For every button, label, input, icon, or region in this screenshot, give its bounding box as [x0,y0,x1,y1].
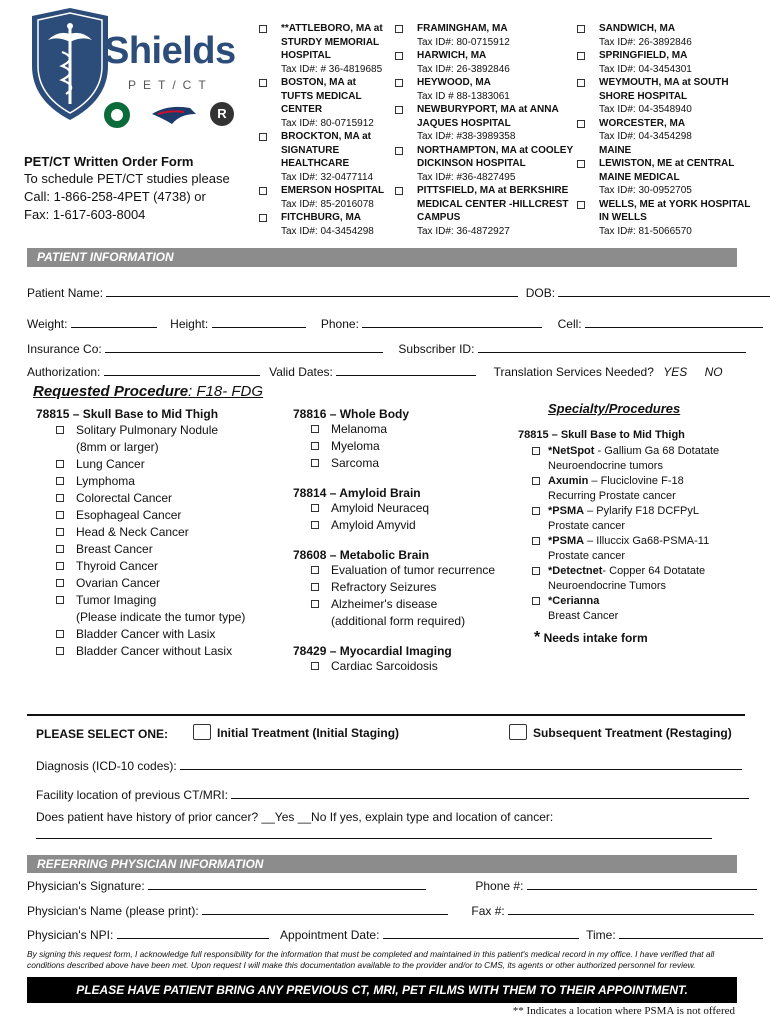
weight-field[interactable] [71,316,157,328]
checkbox[interactable] [395,106,403,114]
procedure-option[interactable] [56,558,276,575]
option-note: (additional form required) [331,614,466,628]
location-name: SPRINGFIELD, MA [599,50,688,61]
location-name: FITCHBURG, MA [281,212,361,223]
option-label: Lung Cancer [76,457,145,471]
location-tax: Tax ID#: 26-3892846 [417,63,510,75]
procedure-option-note [56,439,276,456]
patriots-logo-icon [150,104,198,129]
option-label: Bladder Cancer with Lasix [76,627,216,641]
checkbox[interactable] [395,187,403,195]
option-label: Thyroid Cancer [76,559,159,573]
specialty-title: Specialty/Procedures [548,401,681,416]
intake-text: Needs intake form [543,631,648,645]
procedure-option[interactable] [311,455,513,472]
subscriber-field[interactable] [478,341,746,353]
initial-treatment-label: Initial Treatment (Initial Staging) [217,726,400,740]
location-name: NEWBURYPORT, MA at ANNA JAQUES HOSPITAL [417,104,559,129]
specialty-name: *Detectnet [548,565,603,577]
npi-row [27,927,763,942]
location-item[interactable] [259,211,389,238]
order-fax: Fax: 1-617-603-8004 [24,207,146,222]
location-tax: Tax ID#: 04-3454301 [599,63,692,75]
physician-name-label: Physician's Name (please print): [27,904,199,918]
location-tax: Tax ID#: #36-4827495 [417,171,516,183]
location-name: PITTSFIELD, MA at BERKSHIRE MEDICAL CENTER -HILLCREST CAMPUS [417,185,569,223]
location-name: WELLS, ME at YORK HOSPITAL IN WELLS [599,198,751,223]
time-field[interactable] [619,927,763,939]
procedure-option[interactable] [311,579,513,596]
specialty-indication: Recurring Prostate cancer [548,490,676,502]
option-note: (8mm or larger) [76,440,159,454]
specialty-indication: Prostate cancer [548,550,626,562]
option-label: Tumor Imaging [76,593,157,607]
checkbox[interactable] [311,459,319,467]
checkbox[interactable] [259,214,267,222]
procedure-option[interactable] [56,541,276,558]
location-tax: Tax ID#: 04-3454298 [599,131,692,142]
location-item[interactable] [259,130,389,184]
brand-name: Shields [104,30,236,72]
dob-label: DOB: [525,286,556,300]
checkbox[interactable] [56,528,64,536]
location-name: BROCKTON, MA at SIGNATURE HEALTHCARE [281,131,371,169]
checkbox[interactable] [56,545,64,553]
checkbox[interactable] [311,521,319,529]
procedure-head-cardiac: 78429 – Myocardial Imaging [293,644,452,658]
region-maine: MAINE [599,144,632,156]
checkbox[interactable] [311,425,319,433]
facility-label: Facility location of previous CT/MRI: [36,788,229,802]
location-tax: Tax ID#: 04-3548940 [599,104,692,115]
location-item[interactable] [395,144,575,185]
legal-text [27,949,745,971]
subscriber-label: Subscriber ID: [398,342,475,356]
facility-field[interactable] [231,787,749,799]
location-tax: Tax ID#: 80-0715912 [417,36,510,48]
checkbox[interactable] [532,447,540,455]
location-tax: Tax ID#: 32-0477114 [281,171,374,183]
specialty-name: Axumin [548,475,589,487]
checkbox[interactable] [577,120,585,128]
specialty-head: 78815 – Skull Base to Mid Thigh [518,429,685,441]
specialty-option[interactable] [530,444,748,474]
phone-field[interactable] [362,316,542,328]
procedure-option[interactable] [56,456,276,473]
location-tax: Tax ID#: 81-5066570 [599,225,692,237]
location-name: WEYMOUTH, MA at SOUTH SHORE HOSPITAL [599,77,729,102]
npi-field[interactable] [117,927,269,939]
valid-dates-field[interactable] [336,364,476,376]
subsequent-treatment-checkbox[interactable] [509,724,527,740]
signature-row [27,878,757,893]
checkbox[interactable] [577,25,585,33]
checkbox[interactable] [56,579,64,587]
physician-info-header: REFERRING PHYSICIAN INFORMATION [27,855,737,873]
checkbox[interactable] [532,597,540,605]
checkbox[interactable] [532,537,540,545]
location-item[interactable] [577,157,757,198]
procedure-option[interactable] [311,658,513,675]
height-label: Height: [170,317,209,331]
location-name: LEWISTON, ME at CENTRAL MAINE MEDICAL [599,158,735,183]
history-label: Does patient have history of prior cancer? __Yes __No If yes, explain type and location of cancer: [36,810,554,824]
procedure-option[interactable] [56,592,276,609]
specialty-indication: Prostate cancer [548,520,626,532]
specialty-option[interactable] [530,564,748,594]
option-note: (Please indicate the tumor type) [76,610,246,624]
location-item[interactable] [259,22,389,76]
option-label: Head & Neck Cancer [76,525,189,539]
option-label: Bladder Cancer without Lasix [76,644,233,658]
location-tax: Tax ID#: 26-3892846 [599,36,692,48]
checkbox[interactable] [259,25,267,33]
celtics-logo-icon [104,102,130,128]
intake-note [534,630,748,646]
select-one-label: PLEASE SELECT ONE: [36,727,169,741]
procedure-option[interactable] [311,562,513,579]
checkbox[interactable] [311,583,319,591]
subsequent-treatment-label: Subsequent Treatment (Restaging) [533,726,732,740]
procedure-option[interactable] [311,421,513,438]
patient-name-label: Patient Name: [27,286,104,300]
order-title: PET/CT Written Order Form [24,154,194,169]
checkbox[interactable] [311,442,319,450]
specialty-agent: – Fluciclovine F-18 [588,475,684,487]
appointment-date-field[interactable] [383,927,579,939]
initial-treatment-checkbox[interactable] [193,724,211,740]
specialty-agent: – Illuccix Ga68-PSMA-11 [584,535,710,547]
procedure-title-rest: : F18- FDG [188,383,264,400]
weight-label: Weight: [27,317,68,331]
procedure-option[interactable] [56,473,276,490]
dob-field[interactable] [558,285,770,297]
checkbox[interactable] [311,566,319,574]
location-item[interactable] [395,103,575,144]
location-name: NORTHAMPTON, MA at COOLEY DICKINSON HOSPITAL [417,144,573,169]
patient-name-row [27,285,770,300]
history-row [36,810,553,824]
diagnosis-label: Diagnosis (ICD-10 codes): [36,759,177,773]
location-name: HEYWOOD, MA [417,77,491,88]
patient-info-header: PATIENT INFORMATION [27,248,737,267]
diagnosis-row [36,758,742,773]
checkbox[interactable] [577,79,585,87]
initial-treatment-option[interactable] [193,724,399,740]
option-label: Melanoma [331,422,388,436]
insurance-label: Insurance Co: [27,342,102,356]
checkbox[interactable] [56,477,64,485]
subsequent-treatment-option[interactable] [509,724,732,740]
location-item[interactable] [577,117,757,144]
option-label: Amyloid Amyvid [331,518,416,532]
translation-no[interactable]: NO [704,365,723,379]
option-label: Ovarian Cancer [76,576,161,590]
option-label: Lymphoma [76,474,135,488]
specialty-indication: Neuroendocrine tumors [548,460,663,472]
location-name: SANDWICH, MA [599,23,676,34]
patient-vitals-row [27,316,763,331]
revolution-logo-icon: R [210,102,234,126]
location-tax: Tax ID#: 80-0715912 [281,117,374,129]
procedure-option[interactable] [56,524,276,541]
appointment-date-label: Appointment Date: [280,928,380,942]
checkbox[interactable] [577,201,585,209]
checkbox[interactable] [259,79,267,87]
specialty-list [518,428,748,646]
checkbox[interactable] [395,52,403,60]
option-label: Esophageal Cancer [76,508,182,522]
location-name: BOSTON, MA at TUFTS MEDICAL CENTER [281,77,362,115]
checkbox[interactable] [56,511,64,519]
npi-label: Physician's NPI: [27,928,114,942]
location-tax: Tax ID # 88-1383061 [417,90,510,102]
checkbox[interactable] [311,504,319,512]
procedure-option[interactable] [56,490,276,507]
diagnosis-field[interactable] [180,758,742,770]
checkbox[interactable] [532,567,540,575]
phone-label: Phone: [320,317,359,331]
procedure-option[interactable] [56,422,276,439]
patient-name-field[interactable] [106,285,518,297]
procedure-option-note [311,613,513,630]
intake-star: * [534,629,541,646]
location-item[interactable] [259,76,389,130]
height-field[interactable] [212,316,306,328]
procedure-option-note [56,609,276,626]
specialty-indication: Breast Cancer [548,610,619,622]
checkbox[interactable] [259,133,267,141]
specialty-option[interactable] [530,534,748,564]
location-item[interactable] [395,22,575,49]
insurance-field[interactable] [105,341,383,353]
checkbox[interactable] [56,630,64,638]
specialty-name: *PSMA [548,535,585,547]
procedure-col2 [293,407,513,675]
option-label: Refractory Seizures [331,580,437,594]
procedure-option[interactable] [311,596,513,613]
translation-yes[interactable]: YES [663,365,688,379]
procedure-col1 [36,407,276,660]
region-label [577,144,757,158]
checkbox[interactable] [56,562,64,570]
location-item[interactable] [395,76,575,103]
checkbox[interactable] [259,187,267,195]
checkbox[interactable] [395,147,403,155]
checkbox[interactable] [56,460,64,468]
physician-name-row [27,903,754,918]
procedure-head-skull: 78815 – Skull Base to Mid Thigh [36,407,219,421]
checkbox[interactable] [56,596,64,604]
location-item[interactable] [395,184,575,238]
procedure-head-amyloid: 78814 – Amyloid Brain [293,486,421,500]
location-name: **ATTLEBORO, MA at STURDY MEMORIAL HOSPITAL [281,23,383,61]
location-name: WORCESTER, MA [599,117,686,129]
option-label: Colorectal Cancer [76,491,173,505]
signature-field[interactable] [148,878,426,890]
procedure-option[interactable] [311,517,513,534]
order-phone: Call: 1-866-258-4PET (4738) or [24,189,206,204]
option-label: Breast Cancer [76,542,153,556]
location-item[interactable] [259,184,389,211]
checkbox[interactable] [56,494,64,502]
insurance-row [27,341,746,356]
physician-phone-field[interactable] [527,878,757,890]
history-field[interactable] [36,838,712,839]
specialty-name: *NetSpot [548,445,595,457]
specialty-agent: - Copper 64 Dotatate [602,565,706,577]
procedure-option[interactable] [311,500,513,517]
legal-line2: conditions described above have been met. Upon request I will make this documentation available to the provider and/or to CMS, its agents or other authorized personnel for review. [27,960,696,970]
option-label: Sarcoma [331,456,380,470]
cell-label: Cell: [557,317,582,331]
divider [27,714,745,716]
option-label: Myeloma [331,439,380,453]
locations-col3 [577,22,757,238]
location-tax: Tax ID#: #38-3989358 [417,131,516,142]
location-tax: Tax ID#: 30-0952705 [599,185,692,196]
order-info [24,153,254,224]
specialty-option[interactable] [530,594,748,624]
order-line1: To schedule PET/CT studies please [24,171,230,186]
phone-label: Phone #: [475,879,524,893]
checkbox[interactable] [311,662,319,670]
location-item[interactable] [577,22,757,49]
physician-fax-field[interactable] [508,903,754,915]
procedure-title [33,383,263,400]
checkbox[interactable] [395,79,403,87]
specialty-agent: – Pylarify F18 DCFPyL [584,505,699,517]
cell-field[interactable] [585,316,763,328]
procedure-title-main: Requested Procedure [33,383,189,400]
authorization-row [27,364,723,379]
locations-col2 [395,22,575,238]
procedure-option[interactable] [56,507,276,524]
specialty-agent: - Gallium Ga 68 Dotatate [594,445,720,457]
psma-footnote: ** Indicates a location where PSMA is not offered [512,1005,735,1017]
translation-label: Translation Services Needed? [493,365,654,379]
location-name: EMERSON HOSPITAL [281,185,385,196]
checkbox[interactable] [56,426,64,434]
location-name: HARWICH, MA [417,50,487,61]
locations-col1 [259,22,389,238]
option-label: Cardiac Sarcoidosis [331,659,438,673]
authorization-field[interactable] [104,364,260,376]
procedure-head-metabolic: 78608 – Metabolic Brain [293,548,430,562]
valid-dates-label: Valid Dates: [269,365,333,379]
time-label: Time: [586,928,616,942]
location-name: FRAMINGHAM, MA [417,23,508,34]
facility-row [36,787,749,802]
checkbox[interactable] [577,52,585,60]
procedure-option[interactable] [56,626,276,643]
location-tax: Tax ID#: 36-4872927 [417,225,510,237]
specialty-name: *Cerianna [548,595,600,607]
checkbox[interactable] [532,477,540,485]
specialty-name: *PSMA [548,505,585,517]
authorization-label: Authorization: [27,365,101,379]
procedure-option[interactable] [56,575,276,592]
signature-label: Physician's Signature: [27,879,145,893]
checkbox[interactable] [577,160,585,168]
legal-line1: By signing this request form, I acknowledge full responsibility for the information that must be completed and maintained in this patient's medical record in my office. I have verified that all [27,949,715,959]
checkbox[interactable] [532,507,540,515]
specialty-option[interactable] [530,504,748,534]
location-tax: Tax ID#: # 36-4819685 [281,63,383,75]
option-label: Solitary Pulmonary Nodule [76,423,219,437]
physician-name-field[interactable] [202,903,448,915]
option-label: Evaluation of tumor recurrence [331,563,496,577]
bring-films-banner: PLEASE HAVE PATIENT BRING ANY PREVIOUS CT, MRI, PET FILMS WITH THEM TO THEIR APPOINTMENT. [27,977,737,1003]
specialty-option[interactable] [530,474,748,504]
fax-label: Fax #: [471,904,505,918]
location-tax: Tax ID#: 04-3454298 [281,225,374,237]
checkbox[interactable] [311,600,319,608]
location-item[interactable] [577,76,757,117]
location-tax: Tax ID#: 85-2016078 [281,198,374,210]
brand-subtitle: PET/CT [128,78,213,92]
location-item[interactable] [577,49,757,76]
checkbox[interactable] [56,647,64,655]
option-label: Alzheimer's disease [331,597,438,611]
procedure-option[interactable] [311,438,513,455]
procedure-option[interactable] [56,643,276,660]
procedure-head-whole-body: 78816 – Whole Body [293,407,410,421]
location-item[interactable] [395,49,575,76]
location-item[interactable] [577,198,757,239]
checkbox[interactable] [395,25,403,33]
option-label: Amyloid Neuraceq [331,501,430,515]
specialty-indication: Neuroendocrine Tumors [548,580,667,592]
